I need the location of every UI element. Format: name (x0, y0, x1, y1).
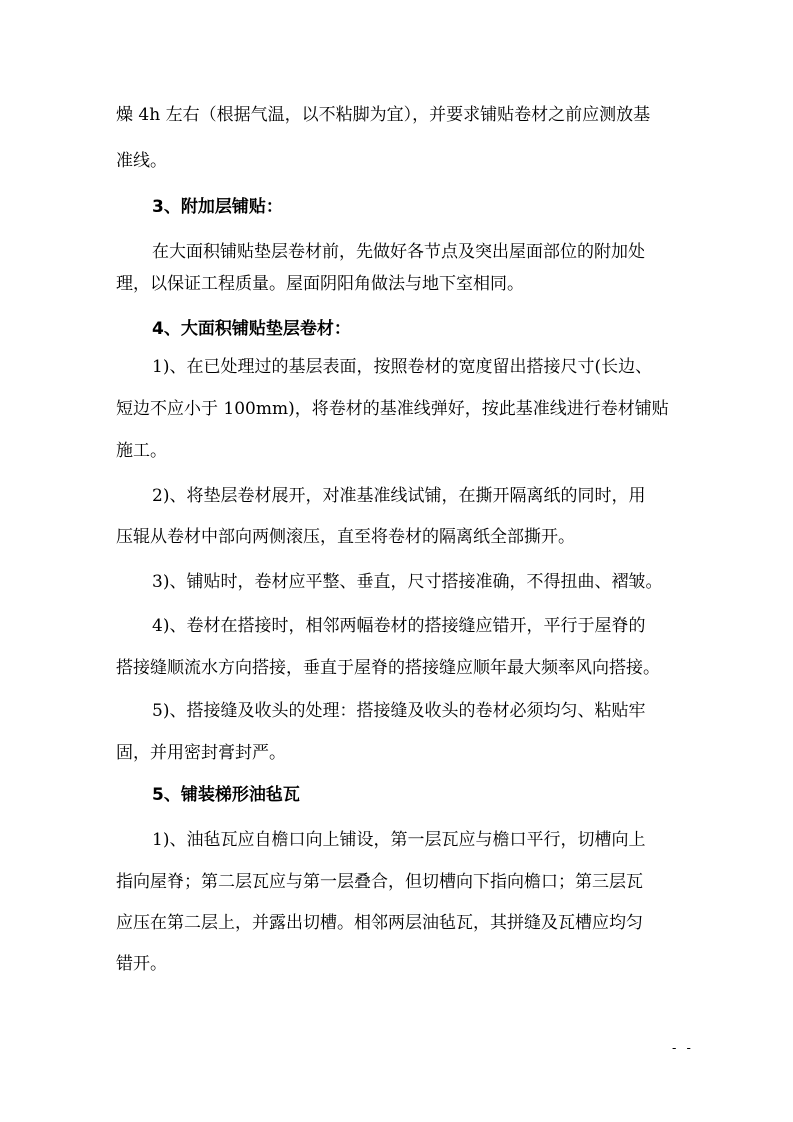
body-line: 3)、铺贴时，卷材应平整、垂直，尺寸搭接准确，不得扭曲、褶皱。 (152, 572, 663, 592)
body-line: 5)、搭接缝及收头的处理：搭接缝及收头的卷材必须均匀、粘贴牢 (152, 701, 646, 721)
body-line: 2)、将垫层卷材展开，对准基准线试铺，在撕开隔离纸的同时，用 (152, 486, 646, 506)
body-line: 应压在第二层上，并露出切槽。相邻两层油毡瓦，其拼缝及瓦槽应均匀 (116, 913, 643, 933)
body-line: 4)、卷材在搭接时，相邻两幅卷材的搭接缝应错开，平行于屋脊的 (152, 616, 646, 636)
page-footer: - - (672, 1041, 694, 1056)
body-line: 压辊从卷材中部向两侧滚压，直至将卷材的隔离纸全部撕开。 (116, 527, 575, 547)
body-line: 固，并用密封膏封严。 (116, 743, 286, 763)
body-line: 在大面积铺贴垫层卷材前，先做好各节点及突出屋面部位的附加处 (152, 242, 645, 262)
body-line: 1)、油毡瓦应自檐口向上铺设，第一层瓦应与檐口平行，切槽向上 (152, 830, 646, 850)
body-line: 错开。 (116, 954, 167, 974)
body-line: 理，以保证工程质量。屋面阴阳角做法与地下室相同。 (116, 274, 524, 294)
section-heading: 5、铺装梯形油毡瓦 (152, 785, 300, 805)
body-line: 1)、在已处理过的基层表面，按照卷材的宽度留出搭接尺寸(长边、 (152, 357, 653, 377)
section-heading: 3、附加层铺贴： (152, 197, 283, 217)
body-line: 短边不应小于 100mm)，将卷材的基准线弹好，按此基准线进行卷材铺贴 (116, 399, 669, 419)
body-line: 燥 4h 左右（根据气温，以不粘脚为宜），并要求铺贴卷材之前应测放基 (116, 105, 651, 125)
section-heading: 4、大面积铺贴垫层卷材： (152, 319, 351, 339)
body-line: 指向屋脊；第二层瓦应与第一层叠合，但切槽向下指向檐口；第三层瓦 (116, 872, 643, 892)
body-line: 准线。 (116, 151, 167, 171)
body-line: 搭接缝顺流水方向搭接，垂直于屋脊的搭接缝应顺年最大频率风向搭接。 (116, 658, 660, 678)
body-line: 施工。 (116, 441, 167, 461)
